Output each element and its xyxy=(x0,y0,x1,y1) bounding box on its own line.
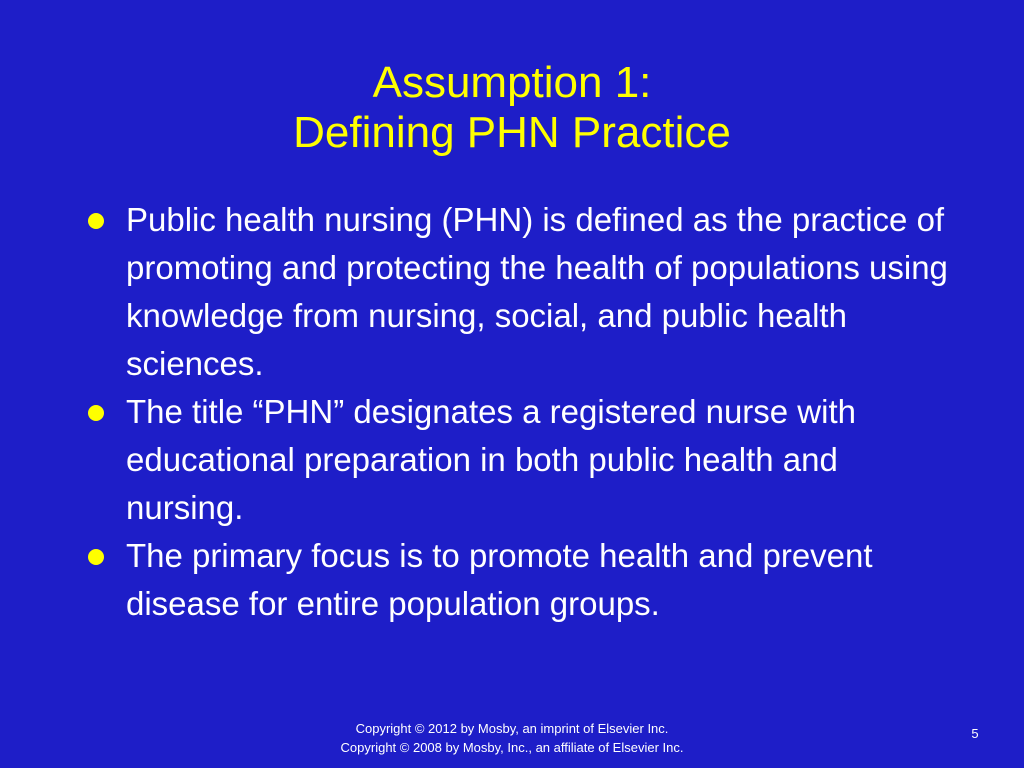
bullet-text: Public health nursing (PHN) is defined as the practice of promoting and protecting the health of populations using knowledge from nursing, social, and public health sciences. xyxy=(126,201,948,382)
bullet-item xyxy=(84,532,964,628)
page-number: 5 xyxy=(971,726,979,741)
title-line-2: Defining PHN Practice xyxy=(293,108,731,157)
copyright-line-2: Copyright © 2008 by Mosby, Inc., an affiliate of Elsevier Inc. xyxy=(340,740,684,755)
bullet-text: The title “PHN” designates a registered nurse with educational preparation in both public health and nursing. xyxy=(126,393,856,526)
bullet-marker-icon xyxy=(88,405,104,421)
bullet-marker-icon xyxy=(88,213,104,229)
bullet-marker-icon xyxy=(88,549,104,565)
slide-title xyxy=(0,58,1024,158)
title-line-1: Assumption 1: xyxy=(372,58,652,107)
copyright-footer xyxy=(0,719,1024,757)
bullet-text: The primary focus is to promote health and prevent disease for entire population groups. xyxy=(126,537,873,622)
bullet-item xyxy=(84,388,964,532)
bullet-item xyxy=(84,196,964,388)
copyright-line-1: Copyright © 2012 by Mosby, an imprint of Elsevier Inc. xyxy=(355,721,669,736)
bullet-list xyxy=(84,196,964,628)
